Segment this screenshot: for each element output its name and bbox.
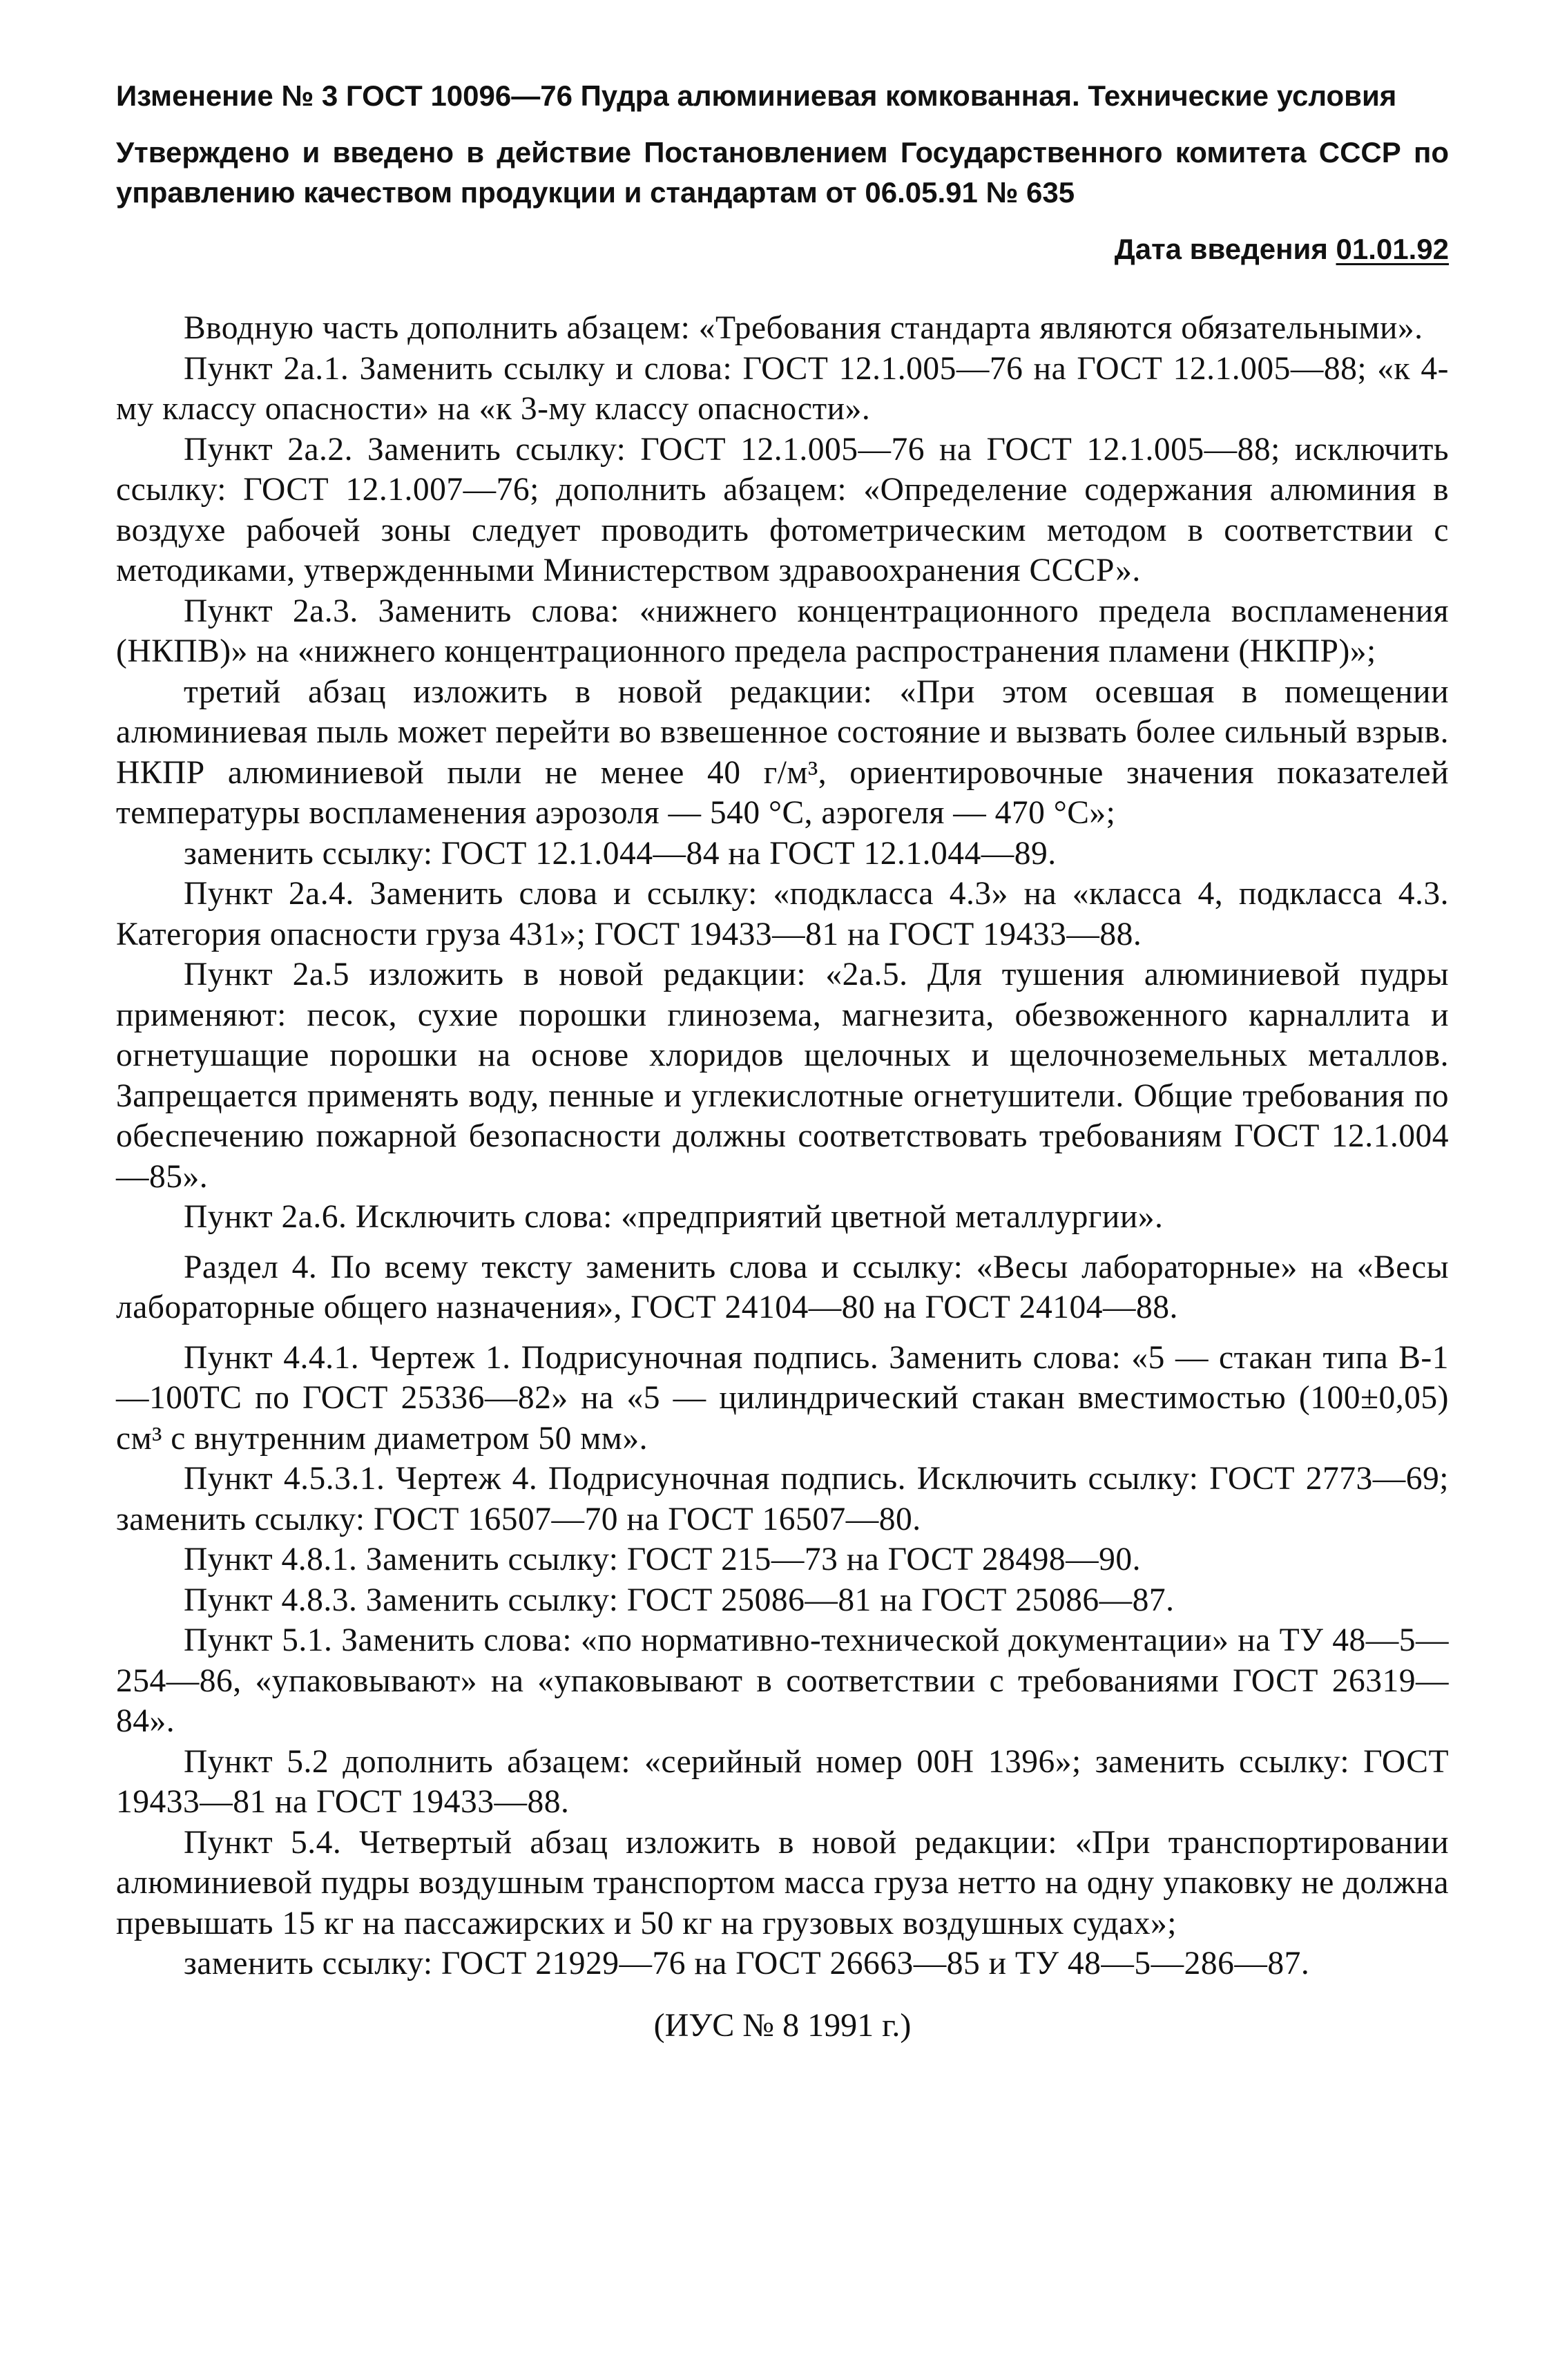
paragraph-item-441: Пункт 4.4.1. Чертеж 1. Подрисуночная подпись. Заменить слова: «5 — стакан типа В-1—100ТС по ГОСТ 25336—82» на «5 — цилиндрический стакан вместимостью (100±0,05) см³ с внутренним диаметром 50 мм». (116, 1339, 1449, 1457)
paragraph-item-2a6: Пункт 2а.6. Исключить слова: «предприятий цветной металлургии». (184, 1199, 1164, 1235)
effective-date-line (116, 229, 1449, 269)
paragraph-item-52: Пункт 5.2 дополнить абзацем: «серийный номер 00Н 1396»; заменить ссылку: ГОСТ 19433—81 на ГОСТ 19433—88. (116, 1743, 1449, 1820)
paragraph-intro: Вводную часть дополнить абзацем: «Требования стандарта являются обязательными». (184, 310, 1423, 346)
paragraph-item-54: Пункт 5.4. Четвертый абзац изложить в новой редакции: «При транспортировании алюминиевой пудры воздушным транспортом масса груза нетто на одну упаковку не должна превышать 15 кг на пассажирских и 50 кг на грузовых воздушных судах»; (116, 1824, 1449, 1941)
paragraph-item-51: Пункт 5.1. Заменить слова: «по нормативно-технической документации» на ТУ 48—5—254—86, «упаковывают» на «упаковывают в соответствии с требованиями ГОСТ 26319—84». (116, 1622, 1449, 1739)
effective-date-label: Дата введения (1114, 233, 1336, 265)
paragraph-item-2a3-third: третий абзац изложить в новой редакции: «При этом осевшая в помещении алюминиевая пыль может перейти во взвешенное состояние и вызвать более сильный взрыв. НКПР алюминиевой пыли не менее 40 г/м³, ориентировочные значения показателей температуры воспламенения аэрозоля — 540 °С, аэрогеля — 470 °С»; (116, 673, 1449, 831)
amendment-body (116, 308, 1449, 1984)
paragraph-item-481: Пункт 4.8.1. Заменить ссылку: ГОСТ 215—73 на ГОСТ 28498—90. (184, 1542, 1141, 1577)
effective-date-value: 01.01.92 (1336, 233, 1449, 265)
paragraph-item-2a3: Пункт 2а.3. Заменить слова: «нижнего концентрационного предела воспламенения (НКПВ)» на «нижнего концентрационного предела распространения пламени (НКПР)»; (116, 593, 1449, 669)
paragraph-item-54-ref: заменить ссылку: ГОСТ 21929—76 на ГОСТ 26663—85 и ТУ 48—5—286—87. (184, 1946, 1310, 1981)
paragraph-item-4531: Пункт 4.5.3.1. Чертеж 4. Подрисуночная подпись. Исключить ссылку: ГОСТ 2773—69; заменить ссылку: ГОСТ 16507—70 на ГОСТ 16507—80. (116, 1461, 1449, 1537)
approval-statement: Утверждено и введено в действие Постановлением Государственного комитета СССР по управлению качеством продукции и стандартам от 06.05.91 № 635 (116, 136, 1449, 209)
paragraph-item-2a4: Пункт 2а.4. Заменить слова и ссылку: «подкласса 4.3» на «класса 4, подкласса 4.3. Категория опасности груза 431»; ГОСТ 19433—81 на ГОСТ 19433—88. (116, 876, 1449, 952)
paragraph-item-2a3-ref: заменить ссылку: ГОСТ 12.1.044—84 на ГОСТ 12.1.044—89. (184, 835, 1057, 872)
document-title: Изменение № 3 ГОСТ 10096—76 Пудра алюминиевая комкованная. Технические условия (116, 79, 1397, 112)
paragraph-item-2a5: Пункт 2а.5 изложить в новой редакции: «2а.5. Для тушения алюминиевой пудры применяют: песок, сухие порошки глинозема, магнезита, обезвоженного карналлита и огнетушащие порошки на основе хлоридов щелочных и щелочноземельных металлов. Запрещается применять воду, пенные и углекислотные огнетушители. Общие требования по обеспечению пожарной безопасности должны соответствовать требованиям ГОСТ 12.1.004—85». (116, 957, 1449, 1195)
paragraph-item-483: Пункт 4.8.3. Заменить ссылку: ГОСТ 25086—81 на ГОСТ 25086—87. (184, 1582, 1175, 1618)
paragraph-item-2a1: Пункт 2а.1. Заменить ссылку и слова: ГОСТ 12.1.005—76 на ГОСТ 12.1.005—88; «к 4-му классу опасности» на «к 3-му классу опасности». (116, 350, 1449, 427)
paragraph-item-2a2: Пункт 2а.2. Заменить ссылку: ГОСТ 12.1.005—76 на ГОСТ 12.1.005—88; исключить ссылку: ГОСТ 12.1.007—76; дополнить абзацем: «Определение содержания алюминия в воздухе рабочей зоны следует проводить фотометрическим методом в соответствии с методиками, утвержденными Министерством здравоохранения СССР». (116, 431, 1449, 588)
paragraph-section-4: Раздел 4. По всему тексту заменить слова и ссылку: «Весы лабораторные» на «Весы лабораторные общего назначения», ГОСТ 24104—80 на ГОСТ 24104—88. (116, 1249, 1449, 1325)
publication-reference: (ИУС № 8 1991 г.) (653, 2006, 912, 2044)
document-page (116, 76, 1449, 2046)
